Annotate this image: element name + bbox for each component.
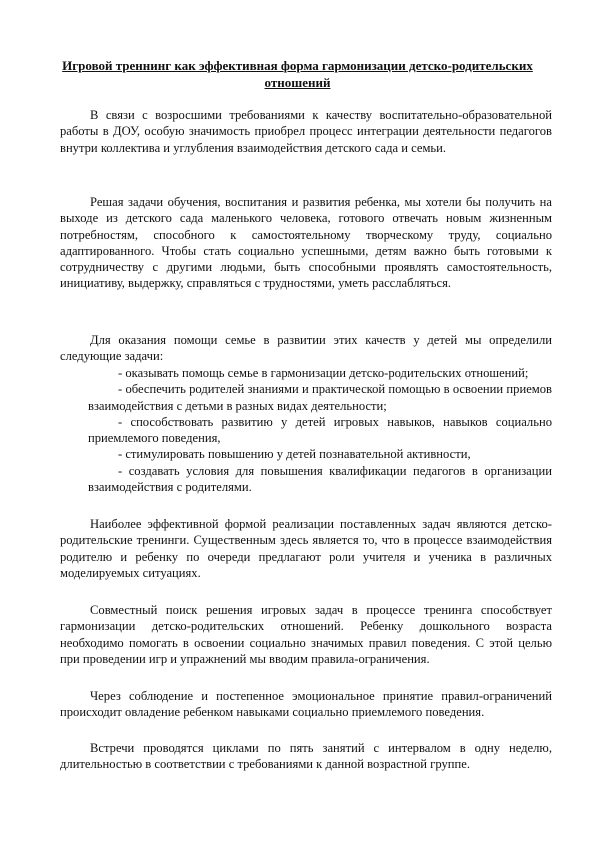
paragraph-rules: Через соблюдение и постепенное эмоциональное принятие правил-ограничений происходит овладение ребенком навыками социально приемлемого поведения. [60,689,552,720]
list-item: - стимулировать повышению у детей познавательной активности, [118,447,471,462]
paragraph-tasks-intro: Для оказания помощи семье в развитии этих качеств у детей мы определили следующие задачи: [60,333,552,364]
paragraph-trainings: Наиболее эффективной формой реализации поставленных задач являются детско-родительские тренинги. Существенным здесь является то, что в процессе взаимодействия родителю и ребенку по очереди предлагают роли учителя и ученика в различных моделируемых ситуациях. [60,517,552,580]
paragraph-joint-search: Совместный поиск решения игровых задач в процессе тренинга способствует гармонизации детско-родительских отношений. Ребенку дошкольного возраста необходимо помогать в освоении социально значимых правил поведения. С этой целью при проведении игр и упражнений мы вводим правила-ограничения. [60,603,552,666]
tasks-list [88,365,552,495]
document-title: Игровой треннинг как эффективная форма гармонизации детско-родительских отношений [62,58,533,90]
list-item: - способствовать развитию у детей игровых навыков, навыков социально приемлемого поведения, [88,414,552,446]
list-item: - создавать условия для повышения квалификации педагогов в организации взаимодействия с родителями. [88,463,552,495]
paragraph-intro: В связи с возросшими требованиями к качеству воспитательно-образовательной работы в ДОУ, особую значимость приобрел процесс интеграции деятельности педагогов внутри коллектива и углубления взаимодействия детского сада и семьи. [60,108,552,155]
list-item: - обеспечить родителей знаниями и практической помощью в освоении приемов взаимодействия с детьми в разных видах деятельности; [88,382,552,413]
list-item: - оказывать помощь семье в гармонизации детско-родительских отношений; [118,366,529,380]
paragraph-goals: Решая задачи обучения, воспитания и развития ребенка, мы хотели бы получить на выходе из детского сада маленького человека, готового отвечать новым жизненным потребностям, способного к самостоятельному творческому труду, социально адаптированного. Чтобы стать социально успешными, детям важно быть готовыми к сотрудничеству с другими людьми, быть способными проявлять самостоятельность, инициативу, выдержку, справляться с трудностями, уметь расслабляться. [60,195,552,291]
paragraph-meetings: Встречи проводятся циклами по пять занятий с интервалом в одну неделю, длительностью в соответствии с требованиями к данной возрастной группе. [60,741,552,772]
